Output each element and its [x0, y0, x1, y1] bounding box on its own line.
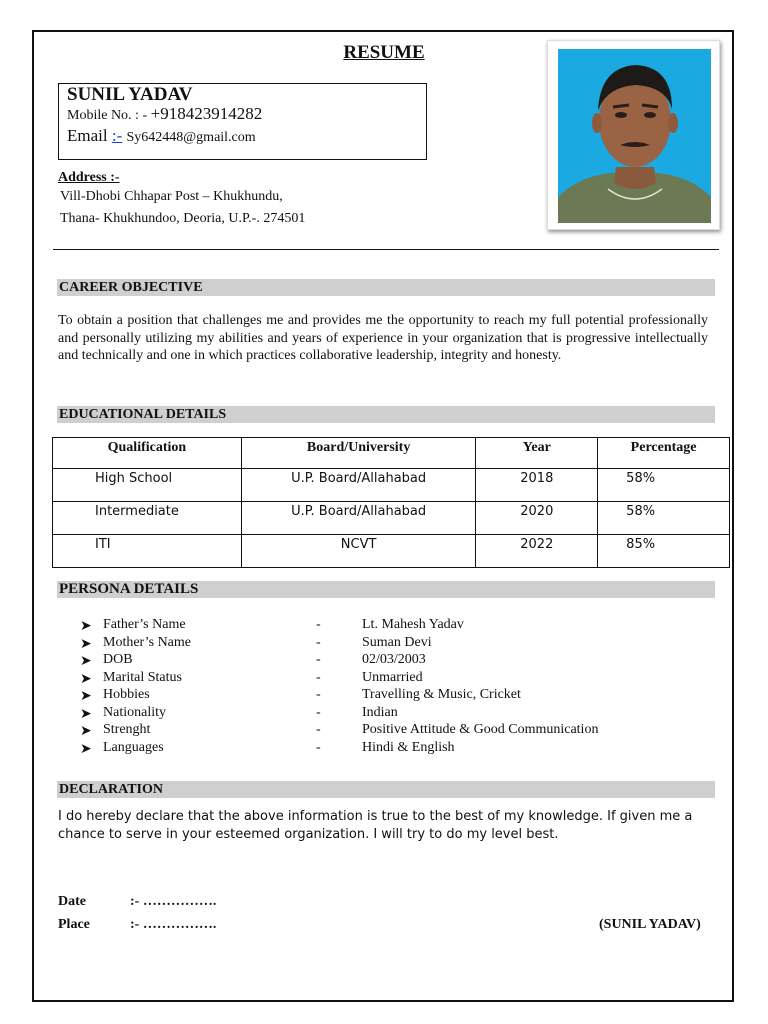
table-cell: NCVT [241, 535, 476, 568]
table-cell: Intermediate [53, 502, 242, 535]
place-label: Place [58, 917, 90, 932]
table-cell: U.P. Board/Allahabad [241, 469, 476, 502]
list-item: ➤ Father’s Name - Lt. Mahesh Yadav [80, 617, 464, 634]
arrow-bullet-icon: ➤ [80, 654, 92, 669]
arrow-bullet-icon: ➤ [80, 689, 92, 704]
table-cell: 2022 [476, 535, 598, 568]
table-row [53, 535, 730, 568]
list-item: ➤ DOB - 02/03/2003 [80, 652, 426, 669]
list-item: ➤ Mother’s Name - Suman Devi [80, 634, 432, 652]
table-cell: High School [53, 469, 242, 502]
place-value: :- ……………. [130, 917, 217, 932]
career-objective-text: To obtain a position that challenges me and provides me the opportunity to reach my full potential professionally and personally utilizing my abilities and years of experience in your organization that is progressive intellectually and technically and one in which practices collaborative leadership, integrity and honesty. [58, 313, 708, 363]
date-value: :- ……………. [130, 894, 217, 909]
table-cell: 58% [598, 469, 730, 502]
declaration-text: I do hereby declare that the above information is true to the best of my knowledge. If given me a chance to serve in your esteemed organization. I will try to do my level best. [58, 809, 693, 842]
list-item: ➤ Languages - Hindi & English [80, 739, 455, 757]
arrow-bullet-icon: ➤ [80, 706, 92, 722]
career-heading: CAREER OBJECTIVE [57, 279, 715, 296]
column-header: Qualification [53, 438, 242, 469]
mobile-line [67, 104, 262, 124]
email-address: Sy642448@gmail.com [126, 130, 256, 145]
personal-heading: PERSONA DETAILS [57, 581, 715, 598]
table-cell: 2020 [476, 502, 598, 535]
arrow-bullet-icon: ➤ [80, 671, 92, 687]
address-label: Address :- [58, 170, 120, 185]
date-label: Date [58, 894, 86, 909]
education-heading: EDUCATIONAL DETAILS [57, 406, 715, 423]
mobile-number: +918423914282 [150, 104, 263, 123]
table-row [53, 469, 730, 502]
contact-box [58, 83, 427, 160]
email-separator: :- [111, 126, 123, 145]
table-row [53, 502, 730, 535]
portrait-image [558, 49, 711, 223]
list-item: ➤ Nationality - Indian [80, 704, 398, 722]
list-item: ➤ Marital Status - Unmarried [80, 669, 423, 687]
table-cell: ITI [53, 535, 242, 568]
table-cell: 2018 [476, 469, 598, 502]
personal-details-list [80, 617, 700, 757]
column-header: Percentage [598, 438, 730, 469]
table-header-row [53, 438, 730, 469]
list-item: ➤ Strenght - Positive Attitude & Good Communication [80, 722, 599, 739]
column-header: Board/University [241, 438, 476, 469]
email-line [67, 126, 256, 146]
mobile-label: Mobile No. : - [67, 108, 151, 123]
page-title: RESUME [343, 42, 425, 63]
arrow-bullet-icon: ➤ [80, 724, 92, 739]
table-cell: U.P. Board/Allahabad [241, 502, 476, 535]
education-table [52, 437, 730, 568]
address-line-1: Vill-Dhobi Chhapar Post – Khukhundu, [60, 189, 283, 204]
table-cell: 85% [598, 535, 730, 568]
arrow-bullet-icon: ➤ [80, 741, 92, 757]
arrow-bullet-icon: ➤ [80, 619, 92, 634]
declaration-heading: DECLARATION [57, 781, 715, 798]
address-line-2: Thana- Khukhundoo, Deoria, U.P.-. 274501 [60, 211, 306, 226]
email-label: Email [67, 126, 112, 145]
profile-photo [547, 40, 720, 230]
signature-name: (SUNIL YADAV) [599, 917, 701, 932]
list-item: ➤ Hobbies - Travelling & Music, Cricket [80, 687, 521, 704]
table-cell: 58% [598, 502, 730, 535]
header-divider [53, 249, 719, 250]
arrow-bullet-icon: ➤ [80, 636, 92, 652]
column-header: Year [476, 438, 598, 469]
candidate-name: SUNIL YADAV [67, 84, 193, 105]
